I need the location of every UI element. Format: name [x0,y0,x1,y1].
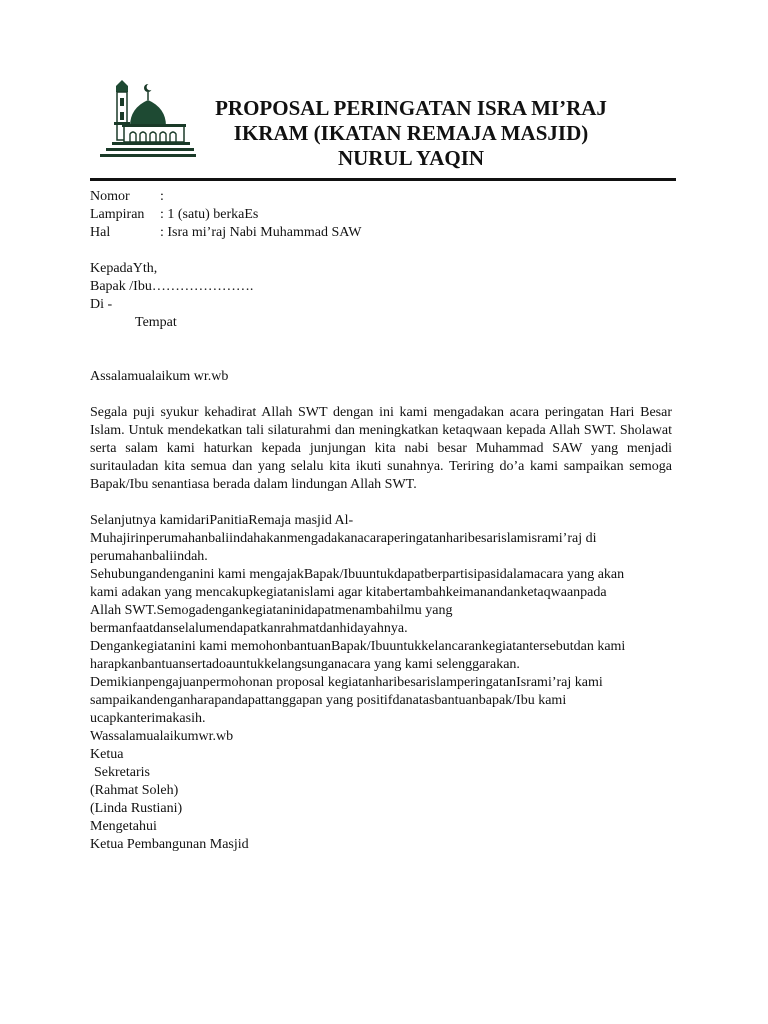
recipient-line: Di - [90,297,113,312]
letter-title [186,96,636,171]
paragraph-line: Sehubungandenganini kami mengajakBapak/Ibuuntukdapatberpartisipasidalamacara yang akan [90,567,625,582]
meta-label: Lampiran [90,207,145,222]
paragraph-line: Dengankegiatanini kami memohonbantuanBapak/Ibuuntukkelancarankegiatantersebutdan kami [90,639,626,654]
meta-nomor [90,188,672,206]
paragraph-line: bermanfaatdanselalumendapatkanrahmatdanhidayahnya. [90,621,408,636]
signature-ketua-pembangunan: Ketua Pembangunan Masjid [90,837,249,852]
header-divider [90,178,676,181]
meta-label: Hal [90,225,111,240]
title-line-1: PROPOSAL PERINGATAN ISRA MI’RAJ [215,96,607,120]
signature-name-sekretaris: (Linda Rustiani) [90,801,183,816]
paragraph-text: Segala puji syukur kehadirat Allah SWT dengan ini kami mengadakan acara peringatan Hari Besar Islam. Untuk mendekatkan tali silaturahmi dan meningkatkan ketaqwaan kepada Allah SWT. Sholawat serta salam kami haturkan kepada junjungan kita nabi besar Muhammad SAW yang menjadi suritauladan kita semua dan yang selalu kita ikuti sunahnya. Teriring do’a kami sampaikan semoga Bapak/Ibu senantiasa berada dalam lindungan Allah SWT. [90,405,672,492]
letter-body [90,188,672,854]
recipient-place: Tempat [135,315,177,330]
meta-hal [90,224,672,242]
paragraph-line: harapkanbantuansertadoauntukkelangsunganacara yang kami selenggarakan. [90,657,520,672]
meta-value: : 1 (satu) berkaEs [160,207,259,222]
paragraph-line: Muhajirinperumahanbaliindahakanmengadakanacaraperingatanharibesarislamisrami’raj di [90,531,597,546]
title-line-2: IKRAM (IKATAN REMAJA MASJID) [233,121,589,145]
paragraph-line: perumahanbaliindah. [90,549,208,564]
signature-sekretaris: Sekretaris [94,765,150,780]
meta-value: : [160,189,164,204]
mosque-logo-icon [96,78,196,172]
signature-name-ketua: (Rahmat Soleh) [90,783,179,798]
closing: Wassalamualaikumwr.wb [90,729,234,744]
paragraph-line: Selanjutnya kamidariPanitiaRemaja masjid Al- [90,513,354,528]
paragraph-line: ucapkanterimakasih. [90,711,206,726]
paragraph-line: Allah SWT.Semogadengankegiataninidapatmenambahilmu yang [90,603,453,618]
signature-mengetahui: Mengetahui [90,819,157,834]
paragraph-line: Demikianpengajuanpermohonan proposal kegiatanharibesarislamperingatanIsrami’raj kami [90,675,603,690]
title-line-3: NURUL YAQIN [337,146,485,170]
paragraph-line: sampaikandenganharapandapattanggapan yang positifdanatasbantuanbapak/Ibu kami [90,693,567,708]
recipient-line: Bapak /Ibu…………………. [90,279,254,294]
recipient-line: KepadaYth, [90,261,158,276]
meta-value: : Isra mi’raj Nabi Muhammad SAW [160,225,362,240]
paragraph-line: kami adakan yang mencakupkegiatanislami agar kitabertambahkeimanandanketaqwaanpada [90,585,607,600]
greeting: Assalamualaikum wr.wb [90,369,229,384]
meta-lampiran [90,206,672,224]
meta-label: Nomor [90,189,130,204]
paragraph-body [90,512,672,728]
paragraph-opening [90,404,672,494]
signature-ketua: Ketua [90,747,124,762]
